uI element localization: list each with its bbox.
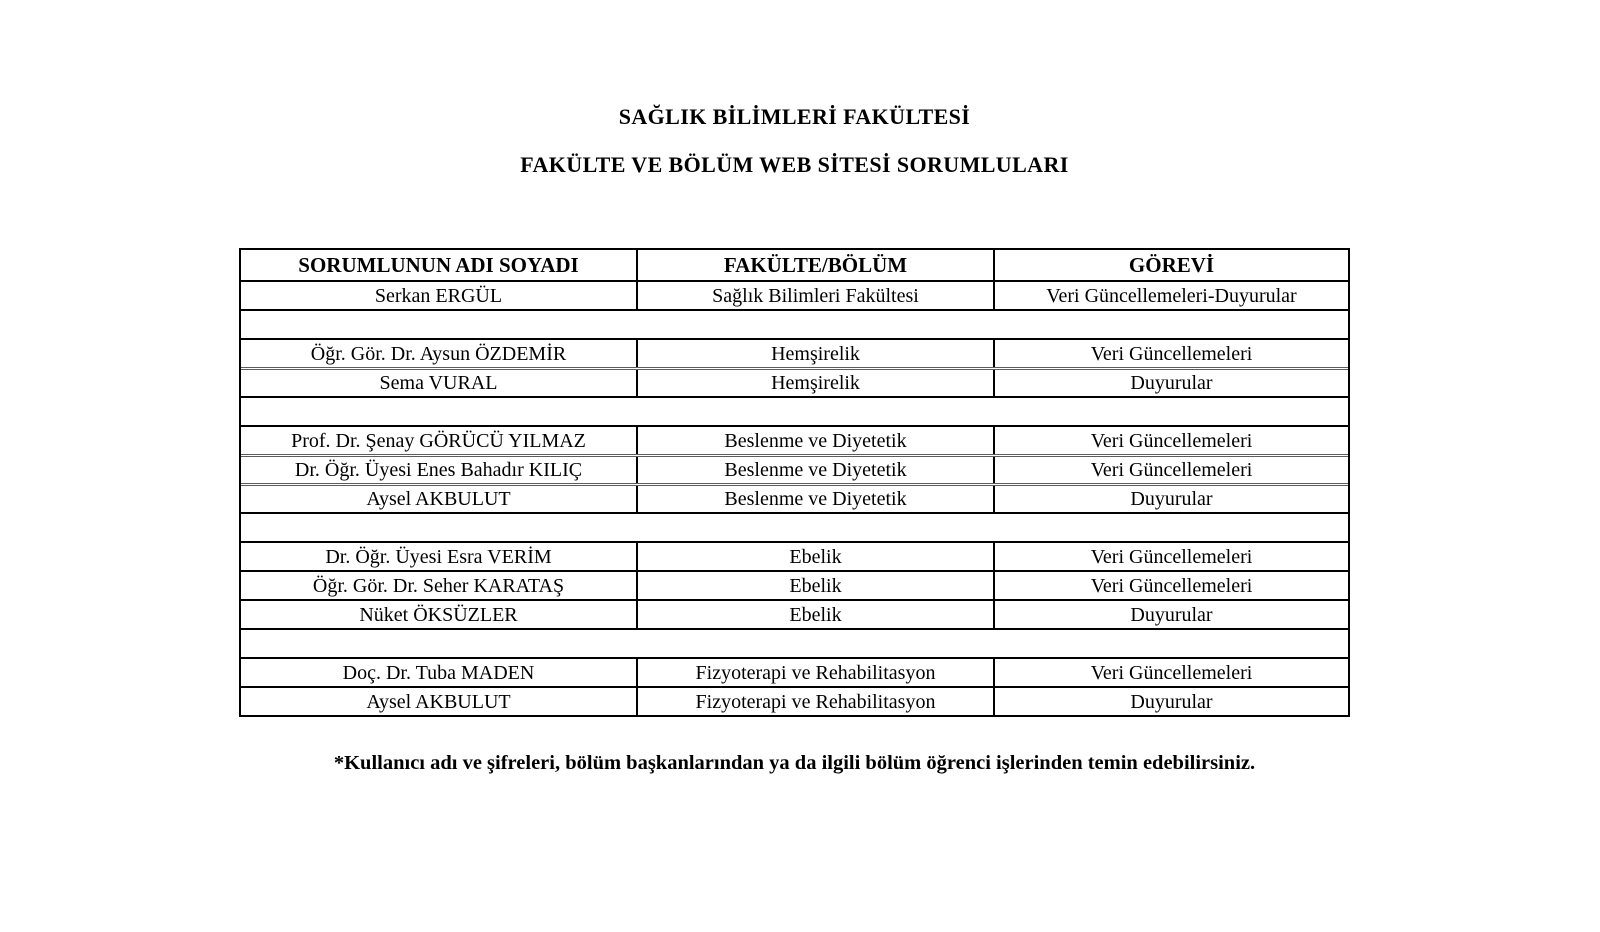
duty-cell: Duyurular — [1130, 603, 1213, 626]
department-cell: Hemşirelik — [638, 340, 995, 367]
name-cell: Sema VURAL — [241, 370, 638, 396]
table-row — [241, 599, 1348, 628]
table-spacer-row — [241, 396, 1348, 425]
duty-cell: Duyurular — [1130, 690, 1213, 713]
page-title-line1: SAĞLIK BİLİMLERİ FAKÜLTESİ — [618, 104, 971, 129]
header-cell-name: SORUMLUNUN ADI SOYADI — [241, 250, 638, 280]
name-cell: Nüket ÖKSÜZLER — [241, 601, 638, 628]
department-cell: Beslenme ve Diyetetik — [638, 427, 995, 454]
table-spacer-row — [241, 628, 1348, 657]
duty-cell: Duyurular — [1130, 488, 1213, 510]
department-cell: Fizyoterapi ve Rehabilitasyon — [638, 688, 995, 715]
name-cell: Dr. Öğr. Üyesi Enes Bahadır KILIÇ — [241, 457, 638, 483]
table-row — [241, 686, 1348, 715]
table-spacer-row — [241, 512, 1348, 541]
name-cell: Aysel AKBULUT — [241, 486, 638, 512]
department-cell: Beslenme ve Diyetetik — [638, 486, 995, 512]
table-row — [241, 570, 1348, 599]
table-row — [241, 483, 1348, 512]
duty-cell: Veri Güncellemeleri — [1090, 661, 1253, 684]
name-cell: Doç. Dr. Tuba MADEN — [241, 659, 638, 686]
table-row — [241, 454, 1348, 483]
responsibles-table — [239, 248, 1350, 717]
department-cell: Sağlık Bilimleri Fakültesi — [638, 282, 995, 309]
table-header-row — [241, 250, 1348, 280]
header-cell-department: FAKÜLTE/BÖLÜM — [638, 250, 995, 280]
header-cell-duty: GÖREVİ — [1128, 252, 1215, 277]
table-row — [241, 280, 1348, 309]
department-cell: Beslenme ve Diyetetik — [638, 457, 995, 483]
table-row — [241, 338, 1348, 367]
table-row — [241, 425, 1348, 454]
name-cell: Öğr. Gör. Dr. Seher KARATAŞ — [241, 572, 638, 599]
table-spacer-row — [241, 309, 1348, 338]
table-row — [241, 367, 1348, 396]
duty-cell: Veri Güncellemeleri — [1090, 342, 1253, 365]
footnote: *Kullanıcı adı ve şifreleri, bölüm başkanlarından ya da ilgili bölüm öğrenci işlerinden temin edebilirsiniz. — [333, 752, 1256, 774]
department-cell: Ebelik — [638, 601, 995, 628]
department-cell: Hemşirelik — [638, 370, 995, 396]
table-row — [241, 541, 1348, 570]
department-cell: Ebelik — [638, 572, 995, 599]
name-cell: Serkan ERGÜL — [241, 282, 638, 309]
duty-cell: Veri Güncellemeleri — [1090, 429, 1253, 452]
name-cell: Öğr. Gör. Dr. Aysun ÖZDEMİR — [241, 340, 638, 367]
duty-cell: Veri Güncellemeleri-Duyurular — [1046, 284, 1297, 307]
page-title-line2: FAKÜLTE VE BÖLÜM WEB SİTESİ SORUMLULARI — [520, 152, 1069, 177]
name-cell: Prof. Dr. Şenay GÖRÜCÜ YILMAZ — [241, 427, 638, 454]
name-cell: Dr. Öğr. Üyesi Esra VERİM — [241, 543, 638, 570]
duty-cell: Veri Güncellemeleri — [1090, 574, 1253, 597]
department-cell: Ebelik — [638, 543, 995, 570]
name-cell: Aysel AKBULUT — [241, 688, 638, 715]
duty-cell: Veri Güncellemeleri — [1090, 545, 1253, 568]
duty-cell: Veri Güncellemeleri — [1090, 459, 1253, 481]
department-cell: Fizyoterapi ve Rehabilitasyon — [638, 659, 995, 686]
responsibles-table-body — [241, 280, 1348, 715]
table-row — [241, 657, 1348, 686]
duty-cell: Duyurular — [1130, 372, 1213, 394]
